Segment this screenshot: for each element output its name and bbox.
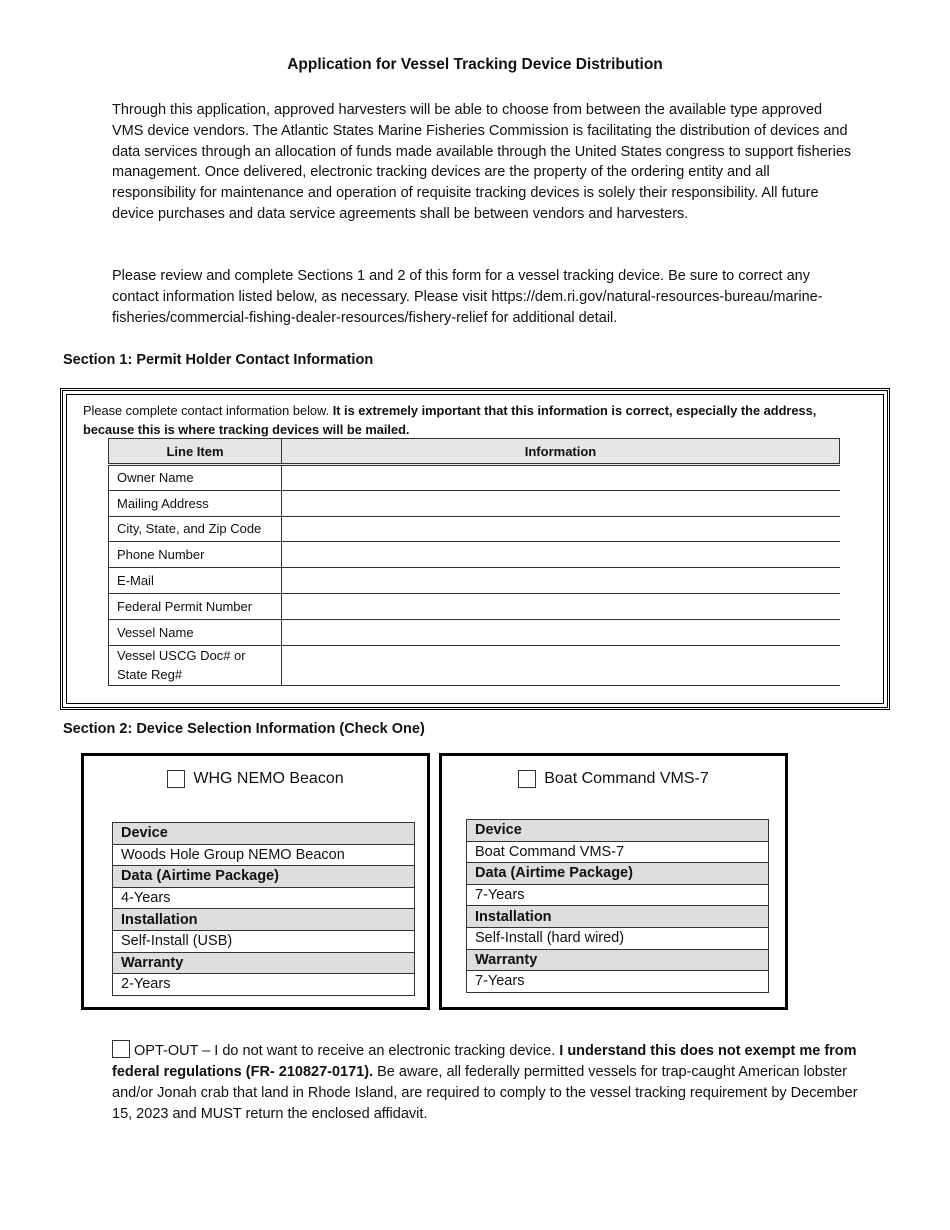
row-label: Owner Name — [109, 465, 282, 491]
detail-value: 7-Years — [467, 971, 769, 993]
checkbox-icon[interactable] — [167, 770, 185, 788]
detail-value: 4-Years — [113, 887, 415, 909]
instructions-paragraph: Please review and complete Sections 1 and 2 of this form for a vessel tracking device. Be sure to correct any contact information listed below, as necessary. Please visit https://dem.ri.gov/natural-resources-bureau/marine-fisheries/commercial-fishing-dealer-resources/fishery-relief for additional detail. — [112, 268, 823, 326]
email-field[interactable] — [282, 568, 840, 594]
row-label: Mailing Address — [109, 490, 282, 516]
row-label: Phone Number — [109, 542, 282, 568]
vessel-name-field[interactable] — [282, 619, 840, 645]
col-information: Information — [282, 439, 840, 465]
row-label: E-Mail — [109, 568, 282, 594]
optout-statement — [112, 1040, 872, 1125]
contact-table — [108, 438, 840, 686]
row-label: Vessel Name — [109, 619, 282, 645]
detail-value: Self-Install (USB) — [113, 930, 415, 952]
option-label: WHG NEMO Beacon — [193, 770, 344, 787]
detail-header: Warranty — [467, 949, 769, 971]
detail-header: Installation — [113, 909, 415, 931]
detail-value: 2-Years — [113, 974, 415, 996]
detail-value: Self-Install (hard wired) — [467, 927, 769, 949]
page-title: Application for Vessel Tracking Device Distribution — [287, 56, 663, 73]
col-line-item: Line Item — [109, 439, 282, 465]
detail-header: Device — [113, 823, 415, 845]
detail-header: Warranty — [113, 952, 415, 974]
optout-notice: Be aware, all federally permitted vessels for trap-caught American lobster and/or Jonah crab that land in Rhode Island, are required to comply to the vessel tracking requirement by December 15, 2023 and MUST return the enclosed affidavit. — [112, 1064, 858, 1122]
option-whg-header[interactable] — [81, 770, 430, 788]
city-state-zip-field[interactable] — [282, 516, 840, 542]
row-label: Federal Permit Number — [109, 593, 282, 619]
option-label: Boat Command VMS-7 — [544, 770, 709, 787]
row-label: Vessel USCG Doc# or State Reg# — [109, 645, 282, 685]
detail-header: Data (Airtime Package) — [113, 866, 415, 888]
detail-value: 7-Years — [467, 884, 769, 906]
detail-header: Data (Airtime Package) — [467, 863, 769, 885]
whg-details-table — [112, 822, 415, 996]
checkbox-icon[interactable] — [518, 770, 536, 788]
vessel-reg-field[interactable] — [282, 645, 840, 685]
detail-header: Installation — [467, 906, 769, 928]
section2-heading: Section 2: Device Selection Information (Check One) — [63, 721, 425, 737]
detail-header: Device — [467, 820, 769, 842]
optout-checkbox[interactable] — [112, 1040, 130, 1058]
optout-bold-text: I understand this does not exempt me from federal regulations (FR- 210827-0171). — [112, 1043, 857, 1080]
row-label: City, State, and Zip Code — [109, 516, 282, 542]
intro-paragraph: Through this application, approved harvesters will be able to choose from between the available type approved VMS device vendors. The Atlantic States Marine Fisheries Commission is facilitating the distribution of devices and data services through an allocation of funds made available through the United States congress to support fisheries management. Once delivered, electronic tracking devices are the property of the ordering entity and all responsibility for maintenance and operation of requisite tracking devices is solely their responsibility. All future device purchases and data service agreements shall be between vendors and harvesters. — [112, 102, 852, 222]
mailing-address-field[interactable] — [282, 490, 840, 516]
owner-name-field[interactable] — [282, 465, 840, 491]
detail-value: Boat Command VMS-7 — [467, 841, 769, 863]
section1-heading: Section 1: Permit Holder Contact Information — [63, 352, 374, 368]
detail-value: Woods Hole Group NEMO Beacon — [113, 844, 415, 866]
optout-text: OPT-OUT – I do not want to receive an electronic tracking device. — [134, 1043, 560, 1059]
phone-field[interactable] — [282, 542, 840, 568]
boat-command-details-table — [466, 819, 769, 993]
intro-bold: It is extremely important that this information is correct, especially the address, because this is where tracking devices will be mailed. — [83, 403, 817, 437]
intro-plain: Please complete contact information below. — [83, 403, 333, 418]
contact-intro — [83, 401, 853, 439]
federal-permit-field[interactable] — [282, 593, 840, 619]
option-boat-command-header[interactable] — [439, 770, 788, 788]
